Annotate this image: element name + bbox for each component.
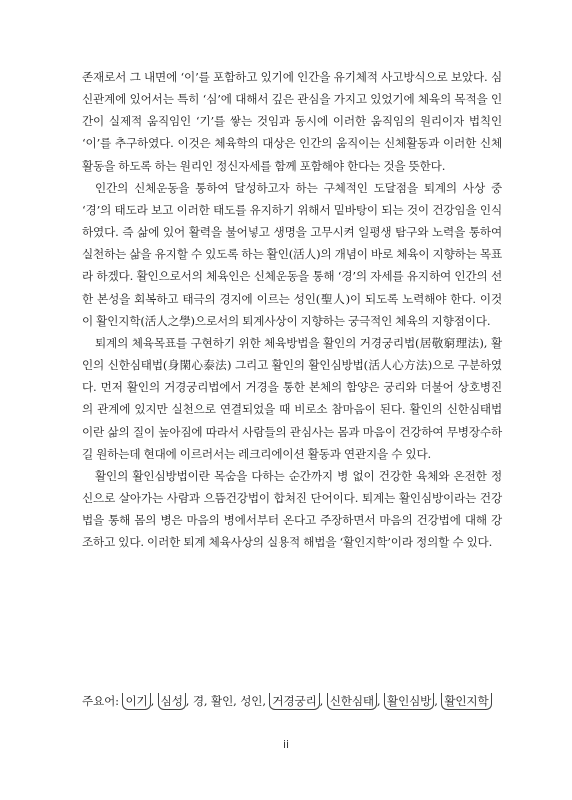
abstract-body	[82, 66, 502, 553]
keyword-item: 거경궁리	[269, 693, 319, 710]
keywords-label: 주요어:	[82, 694, 119, 708]
paragraph-3: 퇴계의 체육목표를 구현하기 위한 체육방법을 활인의 거경궁리법(居敬窮理法), 활인의 신한심태법(身閑心泰法) 그리고 활인의 활인심방법(活人心方法)으로 구분하였다. 먼저 활인의 거경궁리법에서 거경을 통한 본체의 함양은 궁리와 더불어 상호병진의 관계에 있지만 실천으로 연결되었을 때 비로소 참마음이 된다. 활인의 신한심태법이란 삶의 질이 높아짐에 따라서 사람들의 관심사는 몸과 마음이 건강하여 무병장수하길 원하는데 현대에 이르러서는 레크리에이션 활동과 연관지을 수 있다.	[82, 335, 502, 461]
keyword-item: 심성	[158, 693, 186, 710]
keywords-line	[82, 690, 522, 712]
keyword-separator: ,	[233, 694, 237, 708]
paragraph-2: 인간의 신체운동을 통하여 달성하고자 하는 구체적인 도달점을 퇴계의 사상 중 ‘경’의 태도라 보고 이러한 태도를 유지하기 위해서 밑바탕이 되는 것이 건강임을 인식하였다. 즉 삶에 있어 활력을 불어넣고 생명을 고무시켜 일평생 탐구와 노력을 통하여 실천하는 삶을 유지할 수 있도록 하는 활인(活人)의 개념이 바로 체육이 지향하는 목표라 하겠다. 활인으로서의 체육인은 신체운동을 통해 ‘경’의 자세를 유지하여 인간의 선한 본성을 회복하고 태극의 경지에 이르는 성인(聖人)이 되도록 노력해야 한다. 이것이 활인지학(活人之學)으로서의 퇴계사상이 지향하는 궁극적인 체육의 지향점이다.	[82, 180, 502, 328]
keyword-item: 활인심방	[384, 693, 434, 710]
keyword-item: 신한심태	[327, 693, 377, 710]
keyword-item: 이기	[122, 693, 150, 710]
keyword-separator: ,	[262, 694, 266, 708]
keyword-item: 활인지학	[441, 693, 491, 710]
keyword-separator: ,	[185, 694, 190, 708]
paragraph-1: 존재로서 그 내면에 ‘이’를 포함하고 있기에 인간을 유기체적 사고방식으로 보았다. 심신관계에 있어서는 특히 ‘심’에 대해서 깊은 관심을 가지고 있었기에 체육의 목적을 인간이 실제적 움직임인 ‘기’를 쌓는 것임과 동시에 이러한 움직임의 원리이자 법칙인 ‘이’를 추구하였다. 이것은 체육학의 대상은 인간의 움직이는 신체활동과 이러한 신체활동을 하도록 하는 원리인 정신자세를 함께 포함해야 한다는 것을 뜻한다.	[82, 70, 502, 173]
page-number: ii	[282, 738, 290, 751]
keyword-item: 성인	[240, 694, 263, 708]
keyword-separator: ,	[203, 694, 208, 708]
keyword-separator: ,	[319, 694, 324, 708]
keyword-item: 경	[192, 694, 204, 708]
keyword-item: 활인	[211, 694, 234, 708]
keyword-separator: ,	[150, 694, 155, 708]
paragraph-4: 활인의 활인심방법이란 목숨을 다하는 순간까지 병 없이 건강한 육체와 온전한 정신으로 살아가는 사람과 으뜸건강법이 합쳐진 단어이다. 퇴계는 활인심방이라는 건강법을 통해 몸의 병은 마음의 병에서부터 온다고 주장하면서 마음의 건강법에 대해 강조하고 있다. 이러한 퇴계 체육사상의 실용적 해법을 ‘활인지학’이라 정의할 수 있다.	[82, 468, 502, 550]
keyword-separator: ,	[434, 694, 438, 708]
keyword-separator: ,	[376, 694, 381, 708]
